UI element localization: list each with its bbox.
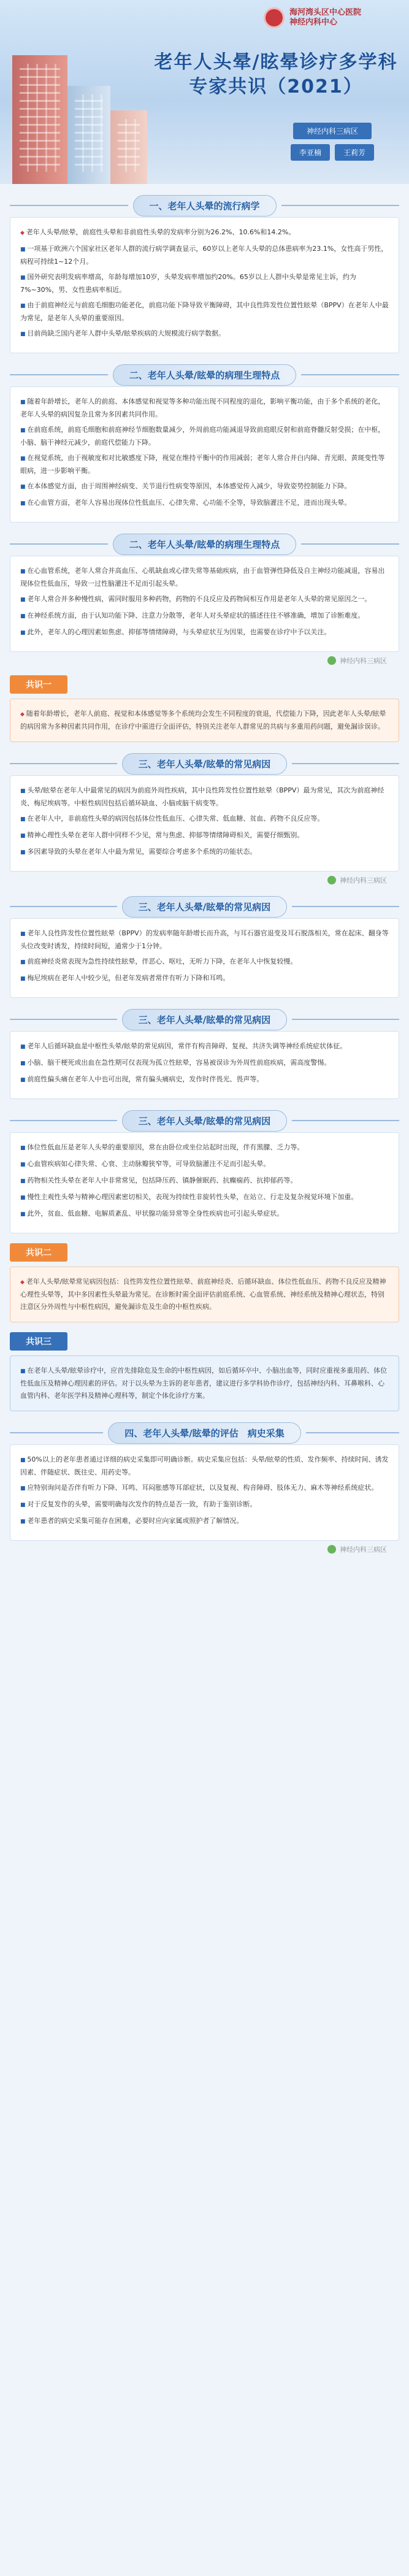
paragraph: ■ 多因素导致的头晕在老年人中最为常见，需要综合考虑多个系统的功能状态。 bbox=[20, 846, 389, 859]
consensus-box bbox=[10, 699, 399, 742]
section-causes-2 bbox=[10, 895, 399, 998]
wechat-watermark bbox=[10, 875, 387, 885]
paragraph: ■ 随着年龄增长，老年人的前庭、本体感觉和视觉等多种功能出现不同程度的退化，影响平衡功能，由于多个系统的老化，老年人头晕的病因复杂且常为多因素共同作用。 bbox=[20, 396, 389, 420]
consensus-text: ■ 在老年人头晕/眩晕诊疗中，应首先排除危及生命的中枢性病因，如后循环卒中、小脑出血等，同时应重视多重用药、体位性低血压及精神心理因素的评估。对于以头晕为主诉的老年患者，建议进行多学科协作诊疗，包括神经内科、耳鼻喉科、心血管内科、老年医学科及精神心理科等，制定个体化诊疗方案。 bbox=[20, 1365, 389, 1402]
wechat-handle: 神经内科三病区 bbox=[340, 1546, 387, 1554]
section-title: 四、老年人头晕/眩晕的评估 病史采集 bbox=[108, 1422, 300, 1444]
section-causes-1 bbox=[10, 752, 399, 885]
paragraph: ■ 在神经系统方面，由于认知功能下降、注意力分散等，老年人对头晕症状的描述往往不够准确，增加了诊断难度。 bbox=[20, 610, 389, 623]
paragraph: ■ 在本体感觉方面，由于周围神经病变、关节退行性病变等原因，本体感觉传入减少，导致姿势控制能力下降。 bbox=[20, 480, 389, 493]
paragraph: ■ 心血管疾病如心律失常、心衰、主动脉瓣狭窄等，可导致脑灌注不足而引起头晕。 bbox=[20, 1158, 389, 1171]
consensus-three bbox=[10, 1322, 399, 1411]
paragraph: ■ 在老年人中，非前庭性头晕的病因包括体位性低血压、心律失常、低血糖、贫血、药物不良反应等。 bbox=[20, 813, 389, 826]
paragraph: ■ 头晕/眩晕在老年人中最常见的病因为前庭外周性疾病，其中良性阵发性位置性眩晕（BPPV）最为常见，其次为前庭神经炎、梅尼埃病等。中枢性病因包括后循环缺血、小脑或脑干病变等。 bbox=[20, 784, 389, 809]
consensus-label: 共识一 bbox=[10, 675, 67, 694]
paragraph: ■ 一项基于欧洲六个国家社区老年人群的流行病学调查显示，60岁以上老年人头晕的总体患病率为23.1%，女性高于男性，病程可持续1~12个月。 bbox=[20, 243, 389, 267]
paragraph: ■ 精神心理性头晕在老年人群中同样不少见，常与焦虑、抑郁等情绪障碍相关，需要仔细甄别。 bbox=[20, 829, 389, 842]
paragraph: ■ 前庭神经炎常表现为急性持续性眩晕，伴恶心、呕吐，无听力下降，在老年人中恢复较慢。 bbox=[20, 956, 389, 968]
section-causes-4 bbox=[10, 1109, 399, 1233]
hospital-name: 海河湾头区中心医院 bbox=[289, 8, 362, 17]
consensus-label: 共识三 bbox=[10, 1332, 67, 1351]
wechat-icon bbox=[327, 876, 336, 884]
paragraph: ■ 由于前庭神经元与前庭毛细胞功能老化，前庭功能下降导致平衡障碍，其中良性阵发性位置性眩晕（BPPV）在老年人中最为常见，是老年人头晕的重要原因。 bbox=[20, 299, 389, 324]
hero-banner bbox=[0, 0, 409, 184]
author-tags bbox=[268, 123, 397, 161]
wechat-watermark bbox=[10, 656, 387, 665]
section-title: 三、老年人头晕/眩晕的常见病因 bbox=[122, 753, 287, 775]
section-card bbox=[10, 775, 399, 872]
paragraph: ■ 药物相关性头晕在老年人中非常常见，包括降压药、镇静催眠药、抗癫痫药、抗抑郁药等。 bbox=[20, 1175, 389, 1187]
consensus-text: ◆ 随着年龄增长，老年人前庭、视觉和本体感觉等多个系统均会发生不同程度的衰退，代偿能力下降，因此老年人头晕/眩晕的病因常为多种因素共同作用，在诊疗中需进行全面评估，特别关注老年人群常见的共病与多重用药问题，避免漏诊误诊。 bbox=[20, 708, 389, 733]
consensus-label: 共识二 bbox=[10, 1243, 67, 1262]
consensus-one bbox=[10, 665, 399, 742]
section-pathophysiology-2 bbox=[10, 532, 399, 665]
section-title: 三、老年人头晕/眩晕的常见病因 bbox=[122, 1009, 287, 1030]
paragraph: ■ 小脑、脑干梗死或出血在急性期可仅表现为孤立性眩晕，容易被误诊为外周性前庭疾病，需高度警惕。 bbox=[20, 1057, 389, 1070]
building-illustration bbox=[0, 25, 153, 184]
section-epidemiology bbox=[10, 194, 399, 353]
paragraph: ■ 目前尚缺乏国内老年人群中头晕/眩晕疾病的大规模流行病学数据。 bbox=[20, 328, 389, 340]
section-title: 一、老年人头晕的流行病学 bbox=[133, 195, 277, 217]
paragraph: ■ 此外，贫血、低血糖、电解质紊乱、甲状腺功能异常等全身性疾病也可引起头晕症状。 bbox=[20, 1208, 389, 1221]
paragraph: ■ 老年患者的病史采集可能存在困难，必要时应向家属或照护者了解情况。 bbox=[20, 1515, 389, 1528]
consensus-box bbox=[10, 1267, 399, 1322]
paragraph: ■ 对于反复发作的头晕，需要明确每次发作的特点是否一致，有助于鉴别诊断。 bbox=[20, 1498, 389, 1511]
paragraph: ■ 体位性低血压是老年人头晕的重要原因，常在由卧位或坐位站起时出现，伴有黑朦、乏力等。 bbox=[20, 1141, 389, 1154]
paragraph: ■ 国外研究表明发病率增高，年龄每增加10岁，头晕发病率增加约20%。65岁以上人群中头晕是常见主诉，约为7%~30%，男、女性患病率相近。 bbox=[20, 271, 389, 296]
hospital-logo bbox=[264, 7, 361, 28]
section-card bbox=[10, 1132, 399, 1233]
wechat-handle: 神经内科三病区 bbox=[340, 876, 387, 884]
paragraph: ■ 慢性主观性头晕与精神心理因素密切相关，表现为持续性非旋转性头晕，在站立、行走及复杂视觉环境下加重。 bbox=[20, 1191, 389, 1204]
section-card bbox=[10, 1444, 399, 1541]
paragraph: ■ 在视觉系统，由于视敏度和对比敏感度下降，视觉在维持平衡中的作用减弱；老年人常合并白内障、青光眼、黄斑变性等眼病，进一步影响平衡。 bbox=[20, 452, 389, 477]
title-line-2: 专家共识（2021） bbox=[189, 76, 363, 98]
hospital-logo-icon bbox=[264, 7, 285, 28]
section-card bbox=[10, 556, 399, 652]
section-card bbox=[10, 217, 399, 353]
paragraph: ◆ 老年人头晕/眩晕，前庭性头晕和非前庭性头晕的发病率分别为26.2%、10.6%和14.2%。 bbox=[20, 226, 389, 239]
section-pathophysiology bbox=[10, 363, 399, 523]
paragraph: ■ 老年人常合并多种慢性病，需同时服用多种药物，药物的不良反应及药物间相互作用是老年人头晕的常见原因之一。 bbox=[20, 593, 389, 606]
hospital-sub: 神经内科中心 bbox=[289, 18, 338, 27]
section-causes-3 bbox=[10, 1008, 399, 1099]
paragraph: ■ 在前庭系统，前庭毛细胞和前庭神经节细胞数量减少，外周前庭功能减退导致前庭眼反射和前庭脊髓反射受损；在中枢，小脑、脑干神经元减少，前庭代偿能力下降。 bbox=[20, 424, 389, 448]
paragraph: ■ 在心血管方面，老年人容易出现体位性低血压、心律失常、心功能不全等，导致脑灌注不足，进而出现头晕。 bbox=[20, 497, 389, 510]
section-assessment bbox=[10, 1421, 399, 1554]
paragraph: ■ 前庭性偏头痛在老年人中也可出现，常有偏头痛病史，发作时伴畏光、畏声等。 bbox=[20, 1073, 389, 1086]
section-card bbox=[10, 1031, 399, 1099]
paragraph: ■ 老年人后循环缺血是中枢性头晕/眩晕的常见病因，常伴有构音障碍、复视、共济失调等神经系统症状体征。 bbox=[20, 1040, 389, 1053]
author-tag: 李亚楠 bbox=[291, 144, 330, 161]
consensus-two bbox=[10, 1233, 399, 1322]
paragraph: ■ 梅尼埃病在老年人中较少见，但老年发病者常伴有听力下降和耳鸣。 bbox=[20, 972, 389, 985]
author-tag: 王莉芳 bbox=[335, 144, 374, 161]
section-title: 二、老年人头晕/眩晕的病理生理特点 bbox=[113, 364, 296, 386]
title-line-1: 老年人头晕/眩晕诊疗多学科 bbox=[154, 52, 398, 73]
paragraph: ■ 50%以上的老年患者通过详细的病史采集即可明确诊断。病史采集应包括：头晕/眩晕的性质、发作频率、持续时间、诱发因素、伴随症状、既往史、用药史等。 bbox=[20, 1454, 389, 1478]
paragraph: ■ 老年人良性阵发性位置性眩晕（BPPV）的发病率随年龄增长而升高，与耳石器官退变及耳石脱落相关，常在起床、翻身等头位改变时诱发，持续时间短，通常少于1分钟。 bbox=[20, 927, 389, 952]
consensus-text: ◆ 老年人头晕/眩晕常见病因包括：良性阵发性位置性眩晕、前庭神经炎、后循环缺血、体位性低血压、药物不良反应及精神心理性头晕等，其中多因素性头晕最为常见。在诊断时需全面评估前庭系统、心血管系统、神经系统及精神心理状态，特别注意区分外周性与中枢性病因，避免漏诊危及生命的中枢性疾病。 bbox=[20, 1276, 389, 1313]
section-card bbox=[10, 918, 399, 998]
section-card bbox=[10, 386, 399, 523]
wechat-watermark bbox=[10, 1544, 387, 1554]
paragraph: ■ 此外，老年人的心理因素如焦虑、抑郁等情绪障碍，与头晕症状互为因果，也需要在诊疗中予以关注。 bbox=[20, 626, 389, 639]
paragraph: ■ 应特别询问是否伴有听力下降、耳鸣、耳闷胀感等耳部症状，以及复视、构音障碍、肢体无力、麻木等神经系统症状。 bbox=[20, 1482, 389, 1495]
section-title: 三、老年人头晕/眩晕的常见病因 bbox=[122, 1110, 287, 1132]
section-title: 三、老年人头晕/眩晕的常见病因 bbox=[122, 896, 287, 918]
paragraph: ■ 在心血管系统，老年人常合并高血压、心肌缺血或心律失常等基础疾病，由于血管弹性降低及自主神经功能减退，容易出现体位性低血压，导致一过性脑灌注不足而引起头晕。 bbox=[20, 565, 389, 589]
wechat-icon bbox=[327, 1545, 336, 1554]
consensus-box bbox=[10, 1355, 399, 1411]
wechat-icon bbox=[327, 656, 336, 665]
section-title: 二、老年人头晕/眩晕的病理生理特点 bbox=[113, 534, 296, 555]
page-title bbox=[153, 50, 399, 99]
wechat-handle: 神经内科三病区 bbox=[340, 657, 387, 665]
department-tag: 神经内科三病区 bbox=[293, 123, 372, 139]
